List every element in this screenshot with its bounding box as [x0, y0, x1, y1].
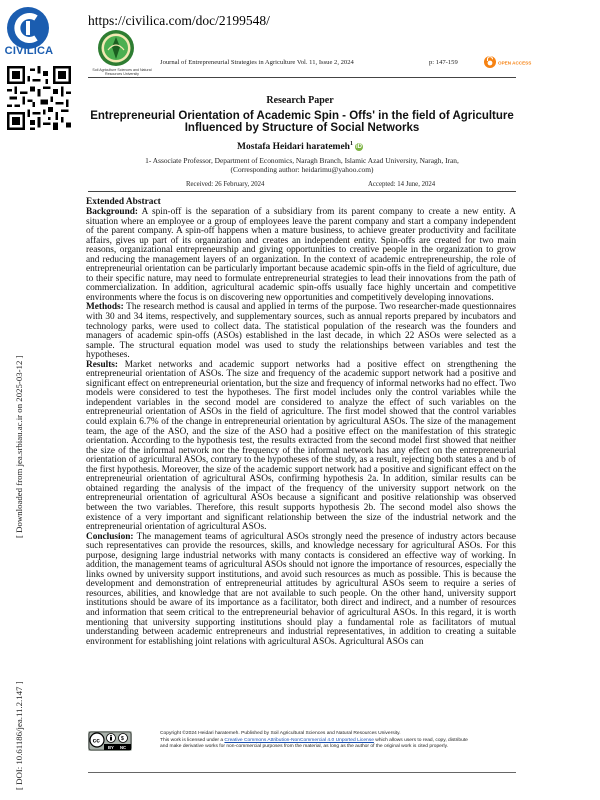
- author-name: Mostafa Heidari haratemeh: [237, 142, 350, 153]
- accepted-date: Accepted: 14 June, 2024: [368, 181, 436, 188]
- civilica-logo-text: CIVILICA: [4, 45, 54, 57]
- cc-by-label: BY: [108, 745, 114, 750]
- abstract-body: [86, 208, 516, 647]
- copyright-notice: [160, 731, 518, 751]
- svg-text:$: $: [121, 736, 124, 742]
- received-date: Received: 26 February, 2024: [186, 181, 265, 188]
- background-label: Background:: [86, 207, 139, 217]
- conclusion-text: The management teams of agricultural ASOs strongly need the presence of industry actors because such representatives can provide the resources, skills, and knowledge necessary for agricultural ASOs. For this purpose, designing large industrial networks with many contacts is considered an effective way of working. In addition, the management teams of agricultural ASOs should not ignore the importance of resources, especially the links owned by university support institutions, and avoid such resources as much as possible. This is because the development and demonstration of entrepreneurial attitudes by agricultural ASOs seem to require a series of resources, abilities, and knowledge that are not available to such people. On the other hand, university support institutions should be aware of its importance as a facilitator, both direct and indirect, and a number of resources and information that seem critical to the entrepreneurial behavior of agricultural ASOs. In this regard, it is worth mentioning that university supporting institutions should play a fundamental role as facilitators of mutual understanding between academic entrepreneurs and industrial representatives, in addition to creating a suitable environment for establishing joint relations with agricultural ASOs. Agricultural ASOs can: [86, 531, 516, 647]
- methods-text: The research method is causal and applied in terms of the purpose. Two researcher-made questionnaires with 30 and 34 items, respectively, and supplementary sources, such as annual reports prepared by incubators and technology parks, were used to collect data. The statistical population of the research was the founders and managers of academic spin-offs (ASOs) established in the last decade, in which 22 ASOs were selected as a sample. The structural equation model was used to study the relationships between variables and test the hypotheses.: [86, 302, 516, 361]
- methods-paragraph: [86, 303, 516, 360]
- orcid-icon[interactable]: iD: [355, 143, 362, 150]
- background-text: A spin-off is the separation of a subsidiary from its parent company to create a new entity. A situation where an employee or a group of employees leave the parent company and start a company independent of the parent company. A spin-off happens when a mature business, to achieve greater productivity and facilitate affairs, gives up part of its organization and creates an independent entity. Spin-offs are created for two main reasons, organizational entrepreneurship and giving opportunities to creative people in the organization to grow and reducing the management layers of an organization. In the context of academic entrepreneurship, the role of entrepreneurial orientation can be particularly important because academic spin-offs in the field of agriculture, due to their specific nature, may need to formulate entrepreneurial strategies to lead their innovations from the path of commercialization. In addition, agricultural academic spin-offs usually face highly uncertain and competitive environments where the focus is on discovering new opportunities and competitively developing innovations.: [86, 207, 516, 303]
- cc-label: cc: [92, 737, 100, 745]
- author-line: [0, 141, 600, 152]
- author-sup: 1: [349, 141, 353, 147]
- copyright-line-3: and make derivative works for non-commercial purposes from the material, as long as the author of the original work is cited properly.: [160, 744, 449, 750]
- society-emblem-icon: [96, 28, 136, 68]
- source-url[interactable]: https://civilica.com/doc/2199548/: [88, 13, 270, 28]
- society-name: Soil Agriculture Sciences and Natural Resources University: [92, 68, 152, 77]
- affiliation-line-2: (Corresponding author: heidarimu@yahoo.com): [230, 164, 374, 174]
- affiliation: [88, 157, 516, 174]
- license-link[interactable]: Creative Commons Attribution-NonCommercial 4.0 Unported License: [224, 737, 374, 743]
- copyright-line-1: Copyright ©2024 Heidari haratemeh. Published by Soil Agricultural Sciences and Natural Resources University.: [160, 731, 401, 736]
- open-access-icon: [483, 55, 532, 69]
- cc-nc-label: NC: [120, 745, 127, 750]
- civilica-logo-icon: [6, 6, 50, 50]
- title-divider: [88, 191, 516, 192]
- affiliation-line-1: 1- Associate Professor, Department of Economics, Naragh Branch, Islamic Azad University, Naragh, Iran,: [145, 156, 459, 165]
- background-paragraph: [86, 208, 516, 303]
- header-divider: [88, 77, 516, 78]
- copyright-line-2a: This work is licensed under a: [160, 737, 225, 743]
- results-label: Results:: [86, 359, 119, 370]
- paper-type: Research Paper: [266, 95, 334, 106]
- methods-label: Methods:: [86, 302, 124, 313]
- cc-license-icon: [88, 731, 132, 751]
- results-paragraph: [86, 361, 516, 533]
- journal-info: Journal of Entrepreneurial Strategies in Agriculture Vol. 11, Issue 2, 2024: [160, 59, 354, 66]
- results-text: Market networks and academic support networks had a positive effect on strengthening the entrepreneurial orientation of ASOs. The size and frequency of the academic support network had a positive and significant effect on entrepreneurial orientation, but the size and frequency of informal networks had no effect. Two models were considered to test the hypotheses. The first model includes only the control variables while the independent variables in the second model are considered to analyze the effect of such variables on the entrepreneurial orientation of ASOs in the field of agriculture. The first model showed that the control variables could explain 6.7% of the change in entrepreneurial orientation by agricultural ASOs. The size of the management team, the age of the ASO, and the size of the ASO had a positive effect on the manifestation of this strategic orientation. According to the hypothesis test, the results extracted from the second model first showed that neither the size of the informal network nor the frequency of the informal network has any effect on the entrepreneurial orientation of agricultural ASOs, contrary to the hypotheses of the study, as a result, rejecting both states a and b of the first hypothesis. Moreover, the size of the academic support network had a positive and significant effect on the entrepreneurial orientation of agricultural ASOs, confirming hypothesis 2a. In addition, similar results can be obtained regarding the analysis of the impact of the frequency of the university support network on the entrepreneurial orientation of agricultural ASOs because a significant and positive relationship was observed between the two variables. Therefore, this result supports hypothesis 2b. The second model also shows the existence of a very important and significant relationship between the size of the industrial network and the entrepreneurial orientation of agricultural ASOs.: [86, 359, 516, 533]
- doi-note: [ DOI: 10.61186/jea.11.2.147 ]: [14, 681, 24, 790]
- downloaded-note: [ Downloaded from jea.srbiau.ac.ir on 2025-03-12 ]: [14, 355, 24, 538]
- open-access-label: OPEN ACCESS: [498, 60, 532, 66]
- conclusion-label: Conclusion:: [86, 531, 134, 542]
- abstract-heading: Extended Abstract: [86, 197, 161, 207]
- page-range: p: 147-159: [429, 59, 458, 66]
- footer-divider: [88, 772, 516, 773]
- copyright-line-2b: which allows users to read, copy, distribute: [373, 737, 468, 743]
- conclusion-paragraph: [86, 533, 516, 648]
- paper-title: Entrepreneurial Orientation of Academic Spin - Offs' in the field of Agriculture Influenced by Structure of Social Networks: [90, 110, 514, 134]
